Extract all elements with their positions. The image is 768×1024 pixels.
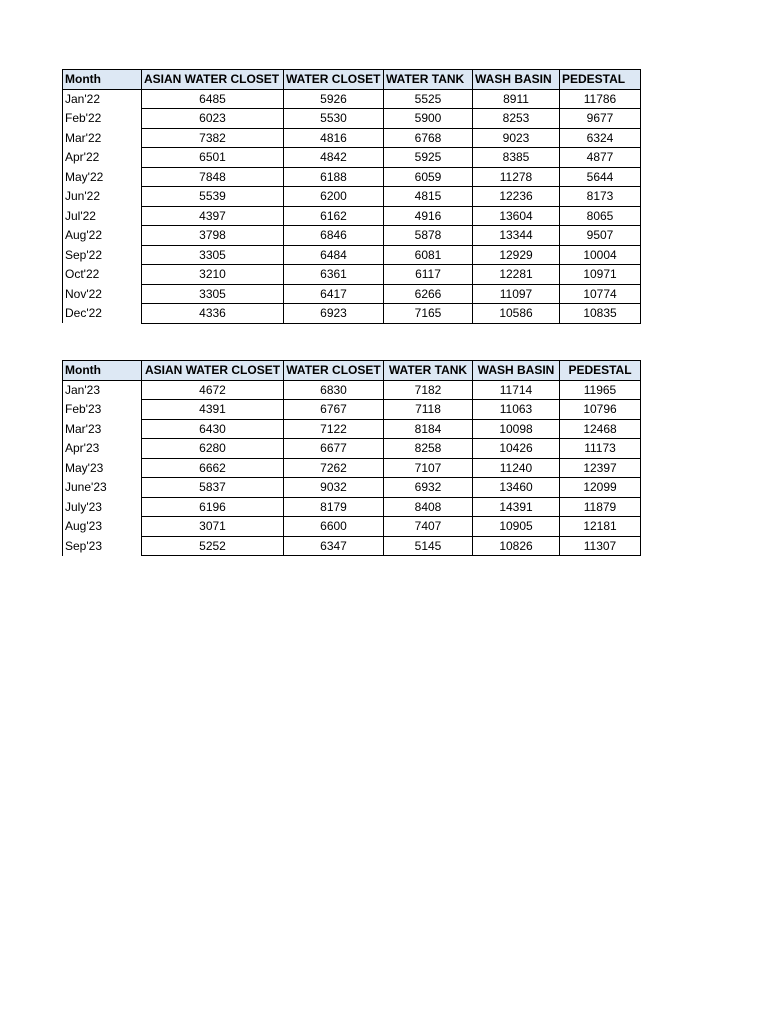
cell-water-closet: 6200: [284, 187, 384, 207]
cell-asian-water-closet: 6662: [142, 458, 284, 478]
header-wash-basin: WASH BASIN: [473, 361, 560, 381]
cell-water-tank: 7118: [384, 400, 473, 420]
cell-month: Mar'23: [63, 419, 142, 439]
table-header-row: [63, 361, 641, 381]
cell-wash-basin: 12236: [473, 187, 560, 207]
cell-water-tank: 6932: [384, 478, 473, 498]
cell-month: Aug'22: [63, 226, 142, 246]
cell-asian-water-closet: 3210: [142, 265, 284, 285]
cell-month: Apr'23: [63, 439, 142, 459]
table-row: [63, 536, 641, 556]
cell-pedestal: 10004: [560, 245, 641, 265]
cell-asian-water-closet: 6196: [142, 497, 284, 517]
cell-asian-water-closet: 3071: [142, 517, 284, 537]
sales-table-2023: [62, 360, 641, 556]
header-asian-water-closet: ASIAN WATER CLOSET: [142, 361, 284, 381]
cell-pedestal: 12099: [560, 478, 641, 498]
cell-asian-water-closet: 4336: [142, 304, 284, 324]
header-water-tank: WATER TANK: [384, 361, 473, 381]
cell-asian-water-closet: 6023: [142, 109, 284, 129]
cell-pedestal: 4877: [560, 148, 641, 168]
table-row: [63, 265, 641, 285]
cell-water-closet: 7122: [284, 419, 384, 439]
cell-month: July'23: [63, 497, 142, 517]
cell-pedestal: 10835: [560, 304, 641, 324]
cell-month: May'22: [63, 167, 142, 187]
cell-water-tank: 6059: [384, 167, 473, 187]
cell-month: Jun'22: [63, 187, 142, 207]
cell-water-closet: 8179: [284, 497, 384, 517]
cell-water-tank: 8408: [384, 497, 473, 517]
cell-month: Jul'22: [63, 206, 142, 226]
header-water-tank: WATER TANK: [384, 70, 473, 90]
cell-water-closet: 7262: [284, 458, 384, 478]
cell-wash-basin: 10426: [473, 439, 560, 459]
cell-asian-water-closet: 3305: [142, 245, 284, 265]
cell-water-closet: 6361: [284, 265, 384, 285]
table-row: [63, 478, 641, 498]
cell-wash-basin: 8253: [473, 109, 560, 129]
table-row: [63, 245, 641, 265]
cell-water-tank: 6081: [384, 245, 473, 265]
cell-asian-water-closet: 6485: [142, 89, 284, 109]
table-body: [63, 380, 641, 556]
cell-month: Sep'23: [63, 536, 142, 556]
cell-month: Nov'22: [63, 284, 142, 304]
cell-water-tank: 5145: [384, 536, 473, 556]
cell-wash-basin: 11278: [473, 167, 560, 187]
cell-water-closet: 6162: [284, 206, 384, 226]
cell-asian-water-closet: 6430: [142, 419, 284, 439]
cell-wash-basin: 11714: [473, 380, 560, 400]
table-row: [63, 380, 641, 400]
cell-water-tank: 7182: [384, 380, 473, 400]
table-row: [63, 167, 641, 187]
cell-asian-water-closet: 7382: [142, 128, 284, 148]
cell-water-closet: 6600: [284, 517, 384, 537]
cell-pedestal: 8173: [560, 187, 641, 207]
cell-water-closet: 9032: [284, 478, 384, 498]
cell-water-closet: 6188: [284, 167, 384, 187]
table-row: [63, 419, 641, 439]
header-wash-basin: WASH BASIN: [473, 70, 560, 90]
cell-water-closet: 6923: [284, 304, 384, 324]
cell-water-tank: 4815: [384, 187, 473, 207]
table-row: [63, 226, 641, 246]
cell-wash-basin: 10586: [473, 304, 560, 324]
cell-wash-basin: 10905: [473, 517, 560, 537]
cell-month: Sep'22: [63, 245, 142, 265]
table-row: [63, 284, 641, 304]
cell-asian-water-closet: 3305: [142, 284, 284, 304]
cell-water-tank: 4916: [384, 206, 473, 226]
cell-pedestal: 11965: [560, 380, 641, 400]
cell-pedestal: 11786: [560, 89, 641, 109]
cell-pedestal: 8065: [560, 206, 641, 226]
cell-wash-basin: 8385: [473, 148, 560, 168]
cell-month: Oct'22: [63, 265, 142, 285]
cell-water-tank: 5900: [384, 109, 473, 129]
cell-pedestal: 10971: [560, 265, 641, 285]
table-row: [63, 458, 641, 478]
header-month: Month: [63, 361, 142, 381]
cell-asian-water-closet: 5252: [142, 536, 284, 556]
cell-asian-water-closet: 4391: [142, 400, 284, 420]
table-row: [63, 497, 641, 517]
cell-month: Feb'22: [63, 109, 142, 129]
cell-asian-water-closet: 6280: [142, 439, 284, 459]
cell-water-closet: 5530: [284, 109, 384, 129]
cell-pedestal: 9677: [560, 109, 641, 129]
cell-asian-water-closet: 4397: [142, 206, 284, 226]
cell-asian-water-closet: 7848: [142, 167, 284, 187]
cell-month: Mar'22: [63, 128, 142, 148]
table-row: [63, 128, 641, 148]
cell-wash-basin: 10098: [473, 419, 560, 439]
header-pedestal: PEDESTAL: [560, 70, 641, 90]
header-pedestal: PEDESTAL: [560, 361, 641, 381]
cell-pedestal: 10796: [560, 400, 641, 420]
cell-water-closet: 6347: [284, 536, 384, 556]
cell-pedestal: 10774: [560, 284, 641, 304]
table-row: [63, 439, 641, 459]
cell-water-closet: 6677: [284, 439, 384, 459]
cell-month: Aug'23: [63, 517, 142, 537]
cell-asian-water-closet: 4672: [142, 380, 284, 400]
cell-wash-basin: 13460: [473, 478, 560, 498]
cell-wash-basin: 11063: [473, 400, 560, 420]
cell-water-tank: 6768: [384, 128, 473, 148]
cell-month: Feb'23: [63, 400, 142, 420]
cell-wash-basin: 13604: [473, 206, 560, 226]
cell-pedestal: 11307: [560, 536, 641, 556]
cell-wash-basin: 8911: [473, 89, 560, 109]
cell-wash-basin: 12929: [473, 245, 560, 265]
table-row: [63, 206, 641, 226]
cell-month: May'23: [63, 458, 142, 478]
cell-wash-basin: 9023: [473, 128, 560, 148]
cell-water-tank: 8258: [384, 439, 473, 459]
cell-water-closet: 6484: [284, 245, 384, 265]
cell-pedestal: 5644: [560, 167, 641, 187]
cell-water-closet: 6830: [284, 380, 384, 400]
cell-wash-basin: 14391: [473, 497, 560, 517]
cell-pedestal: 11173: [560, 439, 641, 459]
cell-water-tank: 5878: [384, 226, 473, 246]
sales-table-2022: [62, 69, 641, 324]
cell-wash-basin: 10826: [473, 536, 560, 556]
cell-asian-water-closet: 6501: [142, 148, 284, 168]
cell-water-closet: 4842: [284, 148, 384, 168]
cell-water-closet: 6767: [284, 400, 384, 420]
cell-asian-water-closet: 3798: [142, 226, 284, 246]
cell-pedestal: 12397: [560, 458, 641, 478]
cell-pedestal: 12468: [560, 419, 641, 439]
table-row: [63, 400, 641, 420]
table-row: [63, 517, 641, 537]
cell-water-closet: 6417: [284, 284, 384, 304]
cell-asian-water-closet: 5539: [142, 187, 284, 207]
table-header-row: [63, 70, 641, 90]
cell-wash-basin: 13344: [473, 226, 560, 246]
cell-water-tank: 7107: [384, 458, 473, 478]
cell-asian-water-closet: 5837: [142, 478, 284, 498]
table-row: [63, 89, 641, 109]
header-water-closet: WATER CLOSET: [284, 361, 384, 381]
header-month: Month: [63, 70, 142, 90]
cell-water-tank: 5925: [384, 148, 473, 168]
cell-water-tank: 5525: [384, 89, 473, 109]
cell-water-closet: 5926: [284, 89, 384, 109]
cell-pedestal: 11879: [560, 497, 641, 517]
table-row: [63, 109, 641, 129]
cell-pedestal: 6324: [560, 128, 641, 148]
table-row: [63, 148, 641, 168]
header-asian-water-closet: ASIAN WATER CLOSET: [142, 70, 284, 90]
cell-wash-basin: 11240: [473, 458, 560, 478]
cell-month: Jan'22: [63, 89, 142, 109]
table-row: [63, 187, 641, 207]
cell-wash-basin: 11097: [473, 284, 560, 304]
cell-water-tank: 8184: [384, 419, 473, 439]
cell-water-tank: 6117: [384, 265, 473, 285]
cell-water-tank: 7407: [384, 517, 473, 537]
cell-water-closet: 4816: [284, 128, 384, 148]
cell-water-closet: 6846: [284, 226, 384, 246]
cell-pedestal: 9507: [560, 226, 641, 246]
cell-pedestal: 12181: [560, 517, 641, 537]
cell-month: Apr'22: [63, 148, 142, 168]
header-water-closet: WATER CLOSET: [284, 70, 384, 90]
cell-water-tank: 6266: [384, 284, 473, 304]
cell-month: June'23: [63, 478, 142, 498]
table-body: [63, 89, 641, 323]
cell-water-tank: 7165: [384, 304, 473, 324]
cell-month: Dec'22: [63, 304, 142, 324]
table-row: [63, 304, 641, 324]
cell-month: Jan'23: [63, 380, 142, 400]
cell-wash-basin: 12281: [473, 265, 560, 285]
